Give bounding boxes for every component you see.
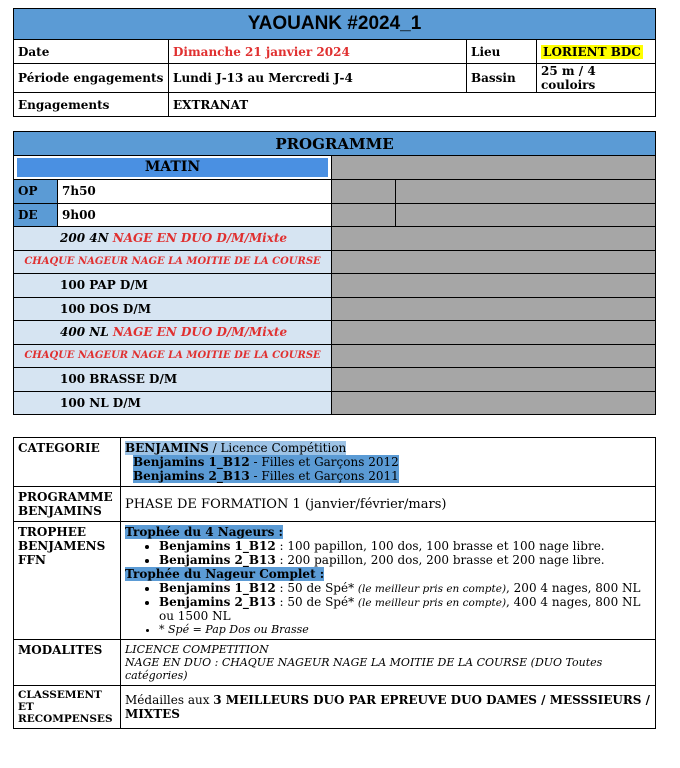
- event-name: 100 DOS D/M: [14, 297, 332, 321]
- b12-name: Benjamins 1_B12: [133, 455, 250, 469]
- trophee1-title: Trophée du 4 Nageurs :: [125, 525, 283, 539]
- t2-b13-b: , 400 4 nages, 800 NL ou 1500 NL: [159, 595, 641, 623]
- grey-cell: [396, 180, 656, 204]
- grey-cell: [332, 227, 656, 251]
- lieu-value: LORIENT BDC: [543, 44, 641, 59]
- event-note: CHAQUE NAGEUR NAGE LA MOITIE DE LA COURSE: [14, 344, 332, 368]
- spe-note: • * Spé = Pap Dos ou Brasse: [159, 623, 651, 636]
- grey-cell: [332, 203, 396, 227]
- programme-title: PROGRAMME: [14, 132, 656, 156]
- op-time: 7h50: [58, 180, 332, 204]
- grey-cell: [396, 203, 656, 227]
- grey-cell: [332, 180, 396, 204]
- grey-cell: [332, 250, 656, 274]
- trophee2-b12: [159, 581, 651, 595]
- programme-benjamins-value: PHASE DE FORMATION 1 (janvier/février/mars): [121, 487, 656, 522]
- t1-b13-name: Benjamins 2_B13: [159, 553, 276, 567]
- t1-b13-desc: : 200 papillon, 200 dos, 200 brasse et 200 nage libre.: [275, 553, 605, 567]
- trophee-cell: [121, 522, 656, 640]
- grey-cell: [332, 368, 656, 392]
- event-note: CHAQUE NAGEUR NAGE LA MOITIE DE LA COURSE: [14, 250, 332, 274]
- event-row: [14, 227, 332, 251]
- t2-b12-a: : 50 de Spé*: [275, 581, 358, 595]
- event-name: 100 BRASSE D/M: [14, 368, 332, 392]
- modalites-label: MODALITES: [14, 640, 121, 686]
- de-time: 9h00: [58, 203, 332, 227]
- periode-value: Lundi J-13 au Mercredi J-4: [169, 64, 467, 93]
- engagements-label: Engagements: [14, 93, 169, 117]
- event-name: 400 NL: [60, 325, 113, 340]
- date-value: Dimanche 21 janvier 2024: [169, 40, 467, 64]
- t1-b12-desc: : 100 papillon, 100 dos, 100 brasse et 100 nage libre.: [275, 539, 605, 553]
- grey-cell: [332, 321, 656, 345]
- b13-desc: - Filles et Garçons 2011: [249, 469, 399, 483]
- lieu-label: Lieu: [467, 40, 537, 64]
- b13-name: Benjamins 2_B13: [133, 469, 250, 483]
- t2-b12-b: , 200 4 nages, 800 NL: [506, 581, 641, 595]
- classement-a: Médailles aux: [125, 693, 214, 707]
- programme-table: [13, 131, 656, 415]
- grey-cell: [332, 156, 656, 180]
- lieu-cell: [537, 40, 656, 64]
- event-name: 100 PAP D/M: [14, 274, 332, 298]
- t2-b12-note: (le meilleur pris en compte): [357, 583, 507, 595]
- grey-cell: [332, 391, 656, 415]
- t2-b13-name: Benjamins 2_B13: [159, 595, 276, 609]
- grey-cell: [332, 297, 656, 321]
- event-name: 100 NL D/M: [14, 391, 332, 415]
- t1-b12-name: Benjamins 1_B12: [159, 539, 276, 553]
- t2-b13-note: (le meilleur pris en compte): [357, 597, 507, 609]
- classement-b: 3 MEILLEURS DUO PAR EPREUVE DUO DAMES / MESSSIEURS / MIXTES: [125, 693, 651, 721]
- modalites-line2: NAGE EN DUO : CHAQUE NAGEUR NAGE LA MOITIE DE LA COURSE (DUO Toutes catégories): [125, 656, 603, 682]
- event-title: YAOUANK #2024_1: [14, 9, 656, 40]
- date-label: Date: [14, 40, 169, 64]
- de-label: DE: [14, 203, 58, 227]
- bassin-label: Bassin: [467, 64, 537, 93]
- t2-b12-name: Benjamins 1_B12: [159, 581, 276, 595]
- classement-label: CLASSEMENT ET RECOMPENSES: [14, 686, 121, 729]
- details-table: [13, 437, 656, 729]
- op-label: OP: [14, 180, 58, 204]
- event-header-table: [13, 8, 656, 117]
- event-extra: NAGE EN DUO D/M/Mixte: [112, 325, 288, 340]
- b12-desc: - Filles et Garçons 2012: [249, 455, 399, 469]
- trophee1-b12: [159, 539, 651, 553]
- session-cell: [14, 156, 332, 180]
- categorie-licence: / Licence Compétition: [208, 441, 347, 455]
- trophee2-b13: [159, 595, 651, 623]
- modalites-cell: [121, 640, 656, 686]
- categorie-title: BENJAMINS: [125, 441, 209, 455]
- trophee2-title: Trophée du Nageur Complet :: [125, 567, 325, 581]
- event-name: 200 4N: [60, 231, 113, 246]
- trophee1-b13: [159, 553, 651, 567]
- modalites-line1: LICENCE COMPETITION: [125, 643, 269, 656]
- engagements-value: EXTRANAT: [169, 93, 656, 117]
- programme-benjamins-label: PROGRAMME BENJAMINS: [14, 487, 121, 522]
- trophee-label: TROPHEE BENJAMENS FFN: [14, 522, 121, 640]
- bassin-value: 25 m / 4 couloirs: [537, 64, 656, 93]
- t2-b13-a: : 50 de Spé*: [275, 595, 358, 609]
- grey-cell: [332, 344, 656, 368]
- categorie-label: CATEGORIE: [14, 438, 121, 487]
- periode-label: Période engagements: [14, 64, 169, 93]
- event-row: [14, 321, 332, 345]
- event-extra: NAGE EN DUO D/M/Mixte: [112, 231, 288, 246]
- categorie-cell: [121, 438, 656, 487]
- grey-cell: [332, 274, 656, 298]
- session-label: MATIN: [17, 158, 328, 177]
- classement-cell: [121, 686, 656, 729]
